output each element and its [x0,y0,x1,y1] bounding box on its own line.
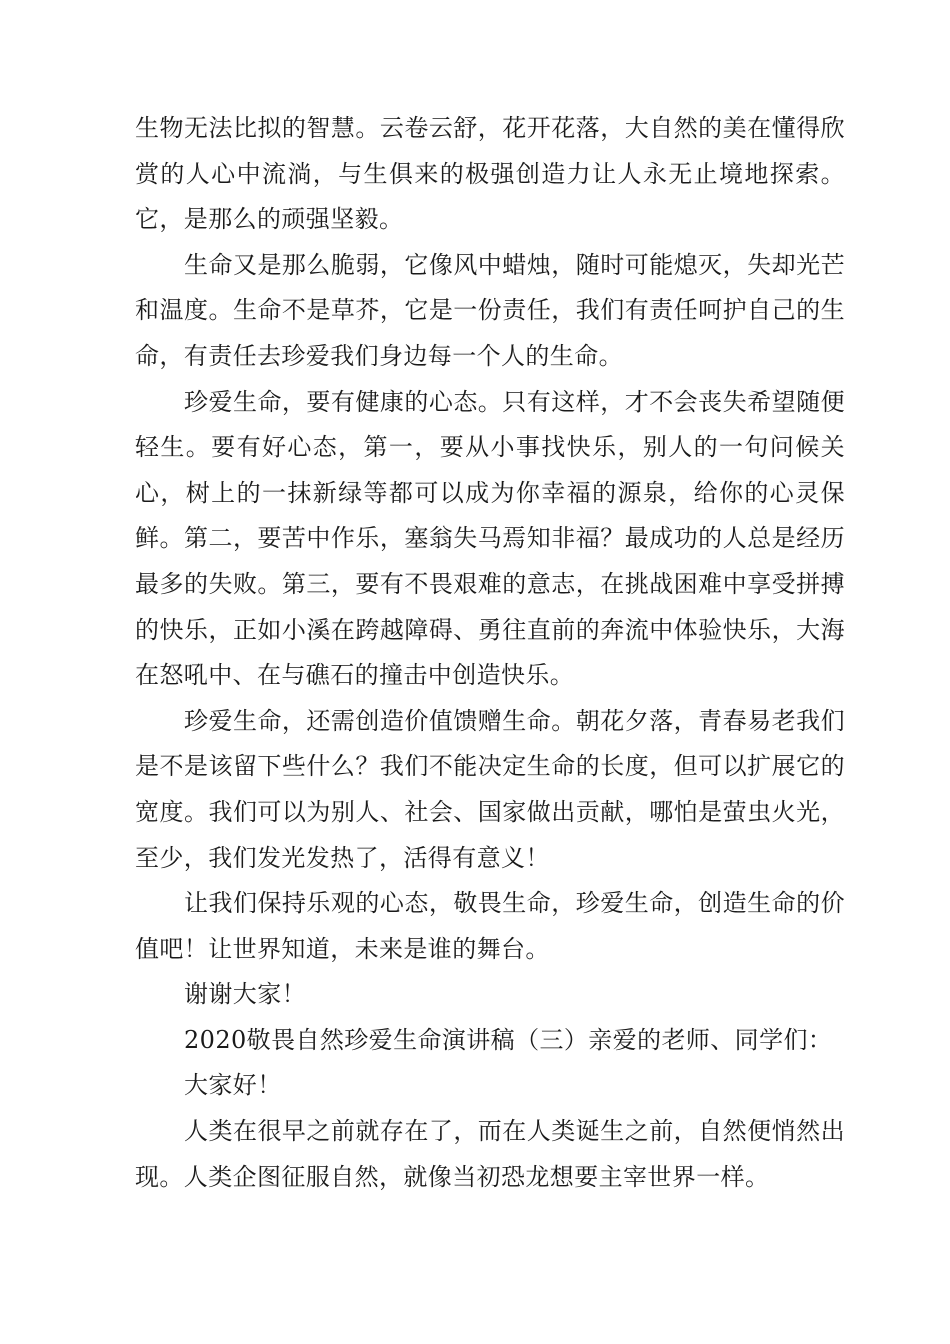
paragraph-life-fragile: 生命又是那么脆弱，它像风中蜡烛，随时可能熄灭，失却光芒和温度。生命不是草芥，它是一份责任，我们有责任呵护自己的生命，有责任去珍爱我们身边每一个人的生命。 [135,250,845,370]
paragraph-greeting: 大家好！ [184,1071,282,1100]
document-body [135,106,845,1200]
paragraph-continuation: 生物无法比拟的智慧。云卷云舒，花开花落，大自然的美在懂得欣赏的人心中流淌，与生俱来的极强创造力让人永无止境地探索。它，是那么的顽强坚毅。 [135,114,845,234]
speech-heading: 2020敬畏自然珍爱生命演讲稿（三）亲爱的老师、同学们： [184,1025,833,1054]
paragraph-conclusion: 让我们保持乐观的心态，敬畏生命，珍爱生命，创造生命的价值吧！让世界知道，未来是谁的舞台。 [135,889,845,963]
paragraph-thanks: 谢谢大家！ [184,980,306,1009]
paragraph-create-value: 珍爱生命，还需创造价值馈赠生命。朝花夕落，青春易老我们是不是该留下些什么？我们不能决定生命的长度，但可以扩展它的宽度。我们可以为别人、社会、国家做出贡献，哪怕是萤虫火光，至少，我们发光发热了，活得有意义！ [135,706,845,872]
paragraph-healthy-mindset: 珍爱生命，要有健康的心态。只有这样，才不会丧失希望随便轻生。要有好心态，第一，要从小事找快乐，别人的一句问候关心，树上的一抹新绿等都可以成为你幸福的源泉，给你的心灵保鲜。第二，要苦中作乐，塞翁失马焉知非福？最成功的人总是经历最多的失败。第三，要有不畏艰难的意志，在挑战困难中享受拼搏的快乐，正如小溪在跨越障碍、勇往直前的奔流中体验快乐，大海在怒吼中、在与礁石的撞击中创造快乐。 [135,387,845,690]
paragraph-human-nature: 人类在很早之前就存在了，而在人类诞生之前，自然便悄然出现。人类企图征服自然，就像当初恐龙想要主宰世界一样。 [135,1117,845,1191]
